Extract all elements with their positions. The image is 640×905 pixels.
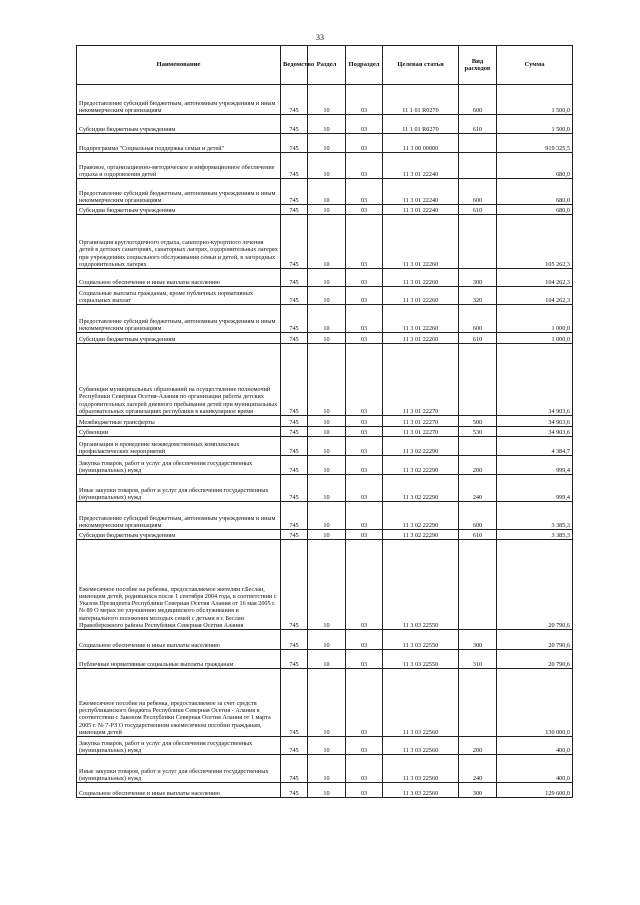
row-type: 300 xyxy=(459,269,497,287)
row-subsection: 03 xyxy=(346,305,383,333)
table-row xyxy=(77,134,573,153)
table-row xyxy=(77,269,573,287)
row-target: 11 3 01 22270 xyxy=(383,416,459,427)
row-section: 10 xyxy=(308,134,346,153)
row-target: 11 1 01 R0270 xyxy=(383,115,459,134)
row-target: 11 3 01 22270 xyxy=(383,427,459,437)
row-dept: 745 xyxy=(281,456,308,475)
table-row xyxy=(77,344,573,416)
row-dept: 745 xyxy=(281,502,308,530)
row-target: 11 3 03 22550 xyxy=(383,540,459,630)
table-row xyxy=(77,755,573,783)
row-sum: 1 500,0 xyxy=(497,115,573,134)
row-sum: 680,0 xyxy=(497,153,573,179)
row-sum: 999,4 xyxy=(497,456,573,475)
row-section: 10 xyxy=(308,650,346,669)
header-target: Целевая статья xyxy=(383,46,459,85)
row-section: 10 xyxy=(308,530,346,540)
row-type: 530 xyxy=(459,427,497,437)
table-row xyxy=(77,416,573,427)
row-dept: 745 xyxy=(281,134,308,153)
row-sum: 34 903,6 xyxy=(497,344,573,416)
row-subsection: 03 xyxy=(346,179,383,205)
row-name: Социальное обеспечение и иные выплаты населению xyxy=(77,783,281,798)
row-section: 10 xyxy=(308,153,346,179)
row-target: 11 3 02 22290 xyxy=(383,530,459,540)
table-row xyxy=(77,115,573,134)
row-type: 310 xyxy=(459,650,497,669)
table-row xyxy=(77,650,573,669)
row-target: 11 3 03 22560 xyxy=(383,669,459,737)
row-subsection: 03 xyxy=(346,783,383,798)
row-dept: 745 xyxy=(281,669,308,737)
row-section: 10 xyxy=(308,85,346,115)
row-name: Организация круглогодичного отдыха, санаторно-курортного лечения детей в детских санаториях, санаторных лагерях, оздоровительных лагерях при учреждениях социального обслуживания семьи и детей, в загородных оздоровительных лагерях xyxy=(77,215,281,269)
row-sum: 34 903,6 xyxy=(497,416,573,427)
row-sum: 1 000,0 xyxy=(497,333,573,344)
header-name: Наименование xyxy=(77,46,281,85)
row-dept: 745 xyxy=(281,179,308,205)
row-section: 10 xyxy=(308,344,346,416)
row-dept: 745 xyxy=(281,333,308,344)
row-type xyxy=(459,669,497,737)
row-sum: 400,0 xyxy=(497,737,573,755)
row-dept: 745 xyxy=(281,344,308,416)
row-dept: 745 xyxy=(281,305,308,333)
row-subsection: 03 xyxy=(346,502,383,530)
row-dept: 745 xyxy=(281,783,308,798)
row-name: Подпрограмма "Социальная поддержка семьи и детей" xyxy=(77,134,281,153)
row-sum: 130 000,0 xyxy=(497,669,573,737)
row-subsection: 03 xyxy=(346,287,383,305)
row-target: 11 3 01 22260 xyxy=(383,269,459,287)
row-subsection: 03 xyxy=(346,205,383,215)
row-type: 600 xyxy=(459,502,497,530)
row-section: 10 xyxy=(308,755,346,783)
row-section: 10 xyxy=(308,475,346,502)
row-sum: 1 000,0 xyxy=(497,305,573,333)
row-subsection: 03 xyxy=(346,669,383,737)
row-section: 10 xyxy=(308,269,346,287)
row-subsection: 03 xyxy=(346,755,383,783)
row-dept: 745 xyxy=(281,755,308,783)
row-sum: 680,0 xyxy=(497,205,573,215)
row-dept: 745 xyxy=(281,427,308,437)
row-dept: 745 xyxy=(281,85,308,115)
table-row xyxy=(77,179,573,205)
table-row xyxy=(77,427,573,437)
row-target: 11 3 03 22560 xyxy=(383,755,459,783)
row-type: 300 xyxy=(459,630,497,650)
table-row xyxy=(77,502,573,530)
row-sum: 129 600,0 xyxy=(497,783,573,798)
row-name: Субсидии бюджетным учреждениям xyxy=(77,115,281,134)
table-header-row xyxy=(77,46,573,85)
row-dept: 745 xyxy=(281,650,308,669)
row-section: 10 xyxy=(308,783,346,798)
row-target: 11 3 01 22240 xyxy=(383,205,459,215)
row-target: 11 3 01 22240 xyxy=(383,153,459,179)
row-section: 10 xyxy=(308,456,346,475)
row-type: 610 xyxy=(459,115,497,134)
row-section: 10 xyxy=(308,437,346,456)
row-dept: 745 xyxy=(281,153,308,179)
row-dept: 745 xyxy=(281,287,308,305)
table-row xyxy=(77,333,573,344)
row-subsection: 03 xyxy=(346,530,383,540)
header-section: Раздел xyxy=(308,46,346,85)
row-name: Ежемесячное пособие на ребенка, предоставляемое за счет средств республиканского бюджета Республики Северная Осетия - Алания в соответствии с Законом Республики Северная Осетия Алания от 1 марта 2005 г. № 7-РЗ О государственном ежемесячном пособии гражданам, имеющим детей xyxy=(77,669,281,737)
row-type xyxy=(459,540,497,630)
row-target: 11 3 01 22270 xyxy=(383,344,459,416)
row-target: 11 3 02 22290 xyxy=(383,456,459,475)
row-type: 500 xyxy=(459,416,497,427)
row-dept: 745 xyxy=(281,540,308,630)
row-target: 11 3 03 22560 xyxy=(383,783,459,798)
row-name: Закупка товаров, работ и услуг для обеспечения государственных (муниципальных) нужд xyxy=(77,456,281,475)
row-dept: 745 xyxy=(281,630,308,650)
row-target: 11 3 03 22550 xyxy=(383,630,459,650)
row-type: 200 xyxy=(459,737,497,755)
row-subsection: 03 xyxy=(346,475,383,502)
row-name: Предоставление субсидий бюджетным, автономным учреждениям и иным некоммерческим организациям xyxy=(77,502,281,530)
table-row xyxy=(77,153,573,179)
row-dept: 745 xyxy=(281,530,308,540)
row-section: 10 xyxy=(308,205,346,215)
row-type: 320 xyxy=(459,287,497,305)
row-target: 11 1 01 R0270 xyxy=(383,85,459,115)
row-subsection: 03 xyxy=(346,630,383,650)
row-sum: 999,4 xyxy=(497,475,573,502)
row-sum: 20 790,6 xyxy=(497,540,573,630)
row-type xyxy=(459,134,497,153)
table-row xyxy=(77,737,573,755)
row-subsection: 03 xyxy=(346,437,383,456)
row-target: 11 3 03 22560 xyxy=(383,737,459,755)
table-row xyxy=(77,85,573,115)
row-name: Предоставление субсидий бюджетным, автономным учреждениям и иным некоммерческим организациям xyxy=(77,305,281,333)
row-name: Субсидии бюджетным учреждениям xyxy=(77,333,281,344)
row-dept: 745 xyxy=(281,475,308,502)
row-name: Публичные нормативные социальные выплаты гражданам xyxy=(77,650,281,669)
row-type xyxy=(459,344,497,416)
row-name: Социальное обеспечение и иные выплаты населению xyxy=(77,269,281,287)
row-section: 10 xyxy=(308,115,346,134)
row-sum: 105 262,3 xyxy=(497,215,573,269)
row-target: 11 3 01 22260 xyxy=(383,215,459,269)
row-section: 10 xyxy=(308,737,346,755)
table-row xyxy=(77,437,573,456)
row-dept: 745 xyxy=(281,416,308,427)
row-name: Ежемесячное пособие на ребенка, предоставляемое жителям г.Беслан, имеющим детей, родившихся после 1 сентября 2004 года, в соответствии с Указом Президента Республики Северная Осетия Алания от 16 мая 2005 г. № 89 О мерах по улучшению медицинского обслуживания и материального положения молодых семей с детьми в г. Беслан Правобережного района Республики Северная Осетия Алания xyxy=(77,540,281,630)
row-name: Иные закупки товаров, работ и услуг для обеспечения государственных (муниципальных) нужд xyxy=(77,755,281,783)
row-target: 11 3 03 22550 xyxy=(383,650,459,669)
row-target: 11 3 00 00000 xyxy=(383,134,459,153)
row-name: Социальное обеспечение и иные выплаты населению xyxy=(77,630,281,650)
row-type: 600 xyxy=(459,85,497,115)
row-name: Организация и проведение межведомственных комплексных профилактических мероприятий xyxy=(77,437,281,456)
row-sum: 4 384,7 xyxy=(497,437,573,456)
row-subsection: 03 xyxy=(346,344,383,416)
row-name: Субсидии бюджетным учреждениям xyxy=(77,530,281,540)
row-section: 10 xyxy=(308,630,346,650)
row-type: 610 xyxy=(459,530,497,540)
row-sum: 680,0 xyxy=(497,179,573,205)
header-type: Вид расходов xyxy=(459,46,497,85)
row-subsection: 03 xyxy=(346,215,383,269)
table-row xyxy=(77,305,573,333)
table-row xyxy=(77,205,573,215)
row-dept: 745 xyxy=(281,115,308,134)
table-row xyxy=(77,630,573,650)
table-row xyxy=(77,287,573,305)
row-subsection: 03 xyxy=(346,737,383,755)
row-sum: 104 262,3 xyxy=(497,287,573,305)
row-type: 600 xyxy=(459,179,497,205)
row-name: Предоставление субсидий бюджетным, автономным учреждениям и иным некоммерческим организациям xyxy=(77,179,281,205)
table-row xyxy=(77,475,573,502)
row-subsection: 03 xyxy=(346,427,383,437)
row-name: Закупка товаров, работ и услуг для обеспечения государственных (муниципальных) нужд xyxy=(77,737,281,755)
row-name: Субвенции муниципальных образований на осуществление полномочий Республики Северная Осетия-Алания по организации работы детских оздоровительных лагерей дневного пребывания детей при муниципальных образовательных организациях республики в каникулярное время xyxy=(77,344,281,416)
row-subsection: 03 xyxy=(346,153,383,179)
row-type: 240 xyxy=(459,755,497,783)
row-sum: 919 325,5 xyxy=(497,134,573,153)
row-subsection: 03 xyxy=(346,416,383,427)
table-row xyxy=(77,530,573,540)
row-dept: 745 xyxy=(281,205,308,215)
row-type: 610 xyxy=(459,205,497,215)
row-sum: 34 903,6 xyxy=(497,427,573,437)
row-name: Межбюджетные трансферты xyxy=(77,416,281,427)
table-row xyxy=(77,540,573,630)
table-row xyxy=(77,669,573,737)
row-sum: 400,0 xyxy=(497,755,573,783)
row-section: 10 xyxy=(308,305,346,333)
row-subsection: 03 xyxy=(346,650,383,669)
row-name: Правовое, организационно-методическое и информационное обеспечение отдыха и оздоровления детей xyxy=(77,153,281,179)
row-name: Иные закупки товаров, работ и услуг для обеспечения государственных (муниципальных) нужд xyxy=(77,475,281,502)
row-subsection: 03 xyxy=(346,134,383,153)
row-section: 10 xyxy=(308,416,346,427)
row-dept: 745 xyxy=(281,269,308,287)
row-subsection: 03 xyxy=(346,269,383,287)
row-dept: 745 xyxy=(281,437,308,456)
row-type xyxy=(459,153,497,179)
row-sum: 104 262,3 xyxy=(497,269,573,287)
row-sum: 20 790,6 xyxy=(497,650,573,669)
row-target: 11 3 02 22290 xyxy=(383,437,459,456)
row-type: 600 xyxy=(459,305,497,333)
row-type xyxy=(459,215,497,269)
header-sum: Сумма xyxy=(497,46,573,85)
page-number: 33 xyxy=(316,33,324,42)
header-subsection: Подраздел xyxy=(346,46,383,85)
row-dept: 745 xyxy=(281,215,308,269)
row-target: 11 3 01 22260 xyxy=(383,333,459,344)
row-section: 10 xyxy=(308,427,346,437)
row-section: 10 xyxy=(308,215,346,269)
row-subsection: 03 xyxy=(346,333,383,344)
header-dept: Ведомство xyxy=(281,46,308,85)
row-type: 300 xyxy=(459,783,497,798)
table-row xyxy=(77,783,573,798)
row-type: 610 xyxy=(459,333,497,344)
row-section: 10 xyxy=(308,540,346,630)
row-target: 11 3 02 22290 xyxy=(383,475,459,502)
table-row xyxy=(77,456,573,475)
row-subsection: 03 xyxy=(346,115,383,134)
row-sum: 3 385,3 xyxy=(497,502,573,530)
row-type: 240 xyxy=(459,475,497,502)
row-subsection: 03 xyxy=(346,456,383,475)
row-name: Субсидии бюджетным учреждениям xyxy=(77,205,281,215)
row-name: Социальные выплаты гражданам, кроме публичных нормативных социальных выплат xyxy=(77,287,281,305)
row-name: Предоставление субсидий бюджетным, автономным учреждениям и иным некоммерческим организациям xyxy=(77,85,281,115)
row-sum: 3 385,3 xyxy=(497,530,573,540)
row-type: 200 xyxy=(459,456,497,475)
row-target: 11 3 01 22240 xyxy=(383,179,459,205)
row-type xyxy=(459,437,497,456)
row-subsection: 03 xyxy=(346,540,383,630)
budget-table xyxy=(76,45,573,798)
row-section: 10 xyxy=(308,287,346,305)
row-sum: 20 790,6 xyxy=(497,630,573,650)
row-section: 10 xyxy=(308,502,346,530)
row-target: 11 3 02 22290 xyxy=(383,502,459,530)
row-target: 11 3 01 22260 xyxy=(383,287,459,305)
row-section: 10 xyxy=(308,333,346,344)
row-section: 10 xyxy=(308,179,346,205)
row-section: 10 xyxy=(308,669,346,737)
row-sum: 1 500,0 xyxy=(497,85,573,115)
row-subsection: 03 xyxy=(346,85,383,115)
table-row xyxy=(77,215,573,269)
row-name: Субвенции xyxy=(77,427,281,437)
row-target: 11 3 01 22260 xyxy=(383,305,459,333)
row-dept: 745 xyxy=(281,737,308,755)
